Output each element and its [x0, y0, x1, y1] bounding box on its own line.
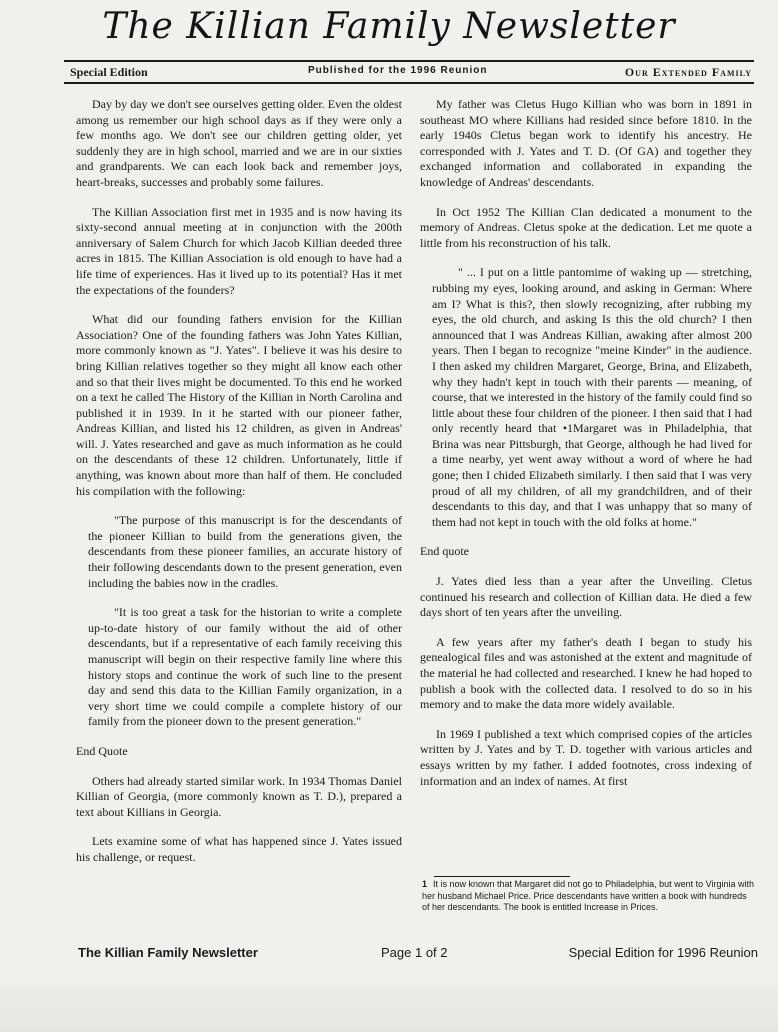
paragraph: My father was Cletus Hugo Killian who was born in 1891 in southeast MO where Killians had resided since before 1810. In the early 1940s Cletus began work to identify his ancestry. He corresponded with J. Yates and T. D. (Of GA) and together they exchanged information and collaborated in expanding the knowledge of Andreas' descendants. — [420, 97, 752, 189]
paragraph: A few years after my father's death I began to study his genealogical files and was astonished at the extent and magnitude of the material he had collected and researched. I knew he had hoped to publish a book with the collected data. I resolved to do so in his memory and to make the data more widely available. — [420, 634, 752, 712]
reunion-label: Published for the 1996 Reunion — [308, 65, 488, 76]
newsletter-masthead: The Killian Family Newsletter — [102, 6, 676, 47]
page-footer — [78, 945, 758, 963]
paragraph: The Killian Association first met in 1935 and is now having its sixty-second annual meeting at in conjunction with the 200th anniversary of Salem Church for which Jacob Killian deeded three acres in 1815. The Killian Association is old enough to have had a life time of experiences. Has it lived up to its potential? Has it met the expectations of the founders? — [76, 204, 402, 297]
footnote-text: It is now known that Margaret did not go to Philadelphia, but went to Virginia with her husband Michael Price. Price descendants have written a book with hundreds of her descendants. The book is entitled Increase in Prices. — [422, 879, 755, 912]
masthead-rule-top — [64, 60, 754, 62]
page-bottom-margin — [0, 984, 778, 1032]
right-column — [420, 97, 752, 803]
footer-title: The Killian Family Newsletter — [78, 945, 258, 960]
edition-label: Special Edition — [70, 65, 148, 79]
block-quote: "It is too great a task for the historian to write a complete up-to-date history of our family without the aid of other descendants, but if a representative of each family receiving this manuscript will begin on their respective family line where this history stops and continue the work of such line to the present day and send this data to the Killian Family organization, in a very short time we could compile a complete history of our family from the pioneer down to the present generation." — [88, 605, 402, 729]
end-quote-label: End quote — [420, 544, 469, 559]
paragraph: What did our founding fathers envision for the Killian Association? One of the founding fathers was John Yates Killian, more commonly known as "J. Yates". I believe it was his desire to bring Killian relatives together so they might all know each other and so that their lives might be documented. To this end he worked on a text he called The History of the Killian in North Carolina and published it in 1939. In it he started with our pioneer father, Andreas Killian, and listed his 12 children, as given in Andreas' will. J. Yates researched and gave as much information as he could on the descendants of these 12 children. Unfortunately, little if anything, was known about more than half of them. He concluded his compilation with the following: — [76, 312, 402, 498]
footnote-divider — [434, 876, 570, 877]
paragraph: In 1969 I published a text which comprised copies of the articles written by J. Yates and by T. D. together with various articles and essays written by my father. I added footnotes, cross indexing of information and an index of names. At first — [420, 726, 752, 788]
section-label: Our Extended Family — [624, 65, 752, 79]
paragraph: J. Yates died less than a year after the Unveiling. Cletus continued his research and collection of Killian data. He died a few days short of ten years after the unveiling. — [420, 574, 752, 620]
paragraph: Others had already started similar work. In 1934 Thomas Daniel Killian of Georgia, (more commonly known as T. D.), prepared a text about Killians in Georgia. — [76, 773, 402, 819]
block-quote: "The purpose of this manuscript is for the descendants of the pioneer Killian to build from the generations given, the descendants from these pioneer families, an accurate history of their following descendants down to the present generation, even including the babies now in the cradles. — [88, 513, 402, 590]
footer-edition: Special Edition for 1996 Reunion — [568, 945, 758, 960]
paragraph: In Oct 1952 The Killian Clan dedicated a monument to the memory of Andreas. Cletus spoke at the dedication. Let me quote a little from his reconstruction of his talk. — [420, 204, 752, 250]
paragraph: Day by day we don't see ourselves getting older. Even the oldest among us remember our high school days as if they were only a few months ago. We don't see our children getting older, yet suddenly they are in high school, married and we are in our sixties and grandparents. We can each look back and remember joys, heart-breaks, successes and probably some failures. — [76, 97, 402, 189]
masthead-rule-bottom — [64, 82, 754, 84]
paragraph: Lets examine some of what has happened since J. Yates issued his challenge, or request. — [76, 834, 402, 864]
page-number: Page 1 of 2 — [381, 945, 448, 960]
left-column — [76, 97, 402, 880]
end-quote-label: End Quote — [76, 743, 128, 758]
footnote — [422, 879, 756, 914]
block-quote: " ... I put on a little pantomime of waking up — stretching, rubbing my eyes, looking around, and asking in German: Where am I? What is this?, then slowly recognizing, after rubbing my eyes, the old church, and asking Is this the old church? I then announced that I was Andreas Killian, awaking after almost 200 years. Then I began to recognize "meine Kinder" in the audience. I then asked my children Margaret, George, Brina, and Elizabeth, why they hadn't kept in touch with their parents — meaning, of course, that we interested in the history of the family could find so little about these four children of the pioneer. I then said that I had only recently heard that •1Margaret was in Philadelphia, that Brina was near Pittsburgh, that George, although he had lived for a time nearby, yet went away without a word of where he had gone; then I chided Elizabeth similarly. I then said that I was very proud of all my children, of all my grandchildren, and of their descendants to this day, and that I was unhappy that so many of them had not kept in touch with the old folks at home." — [432, 265, 752, 529]
footnote-number: 1 — [422, 879, 428, 889]
edition-subhead — [70, 65, 752, 81]
